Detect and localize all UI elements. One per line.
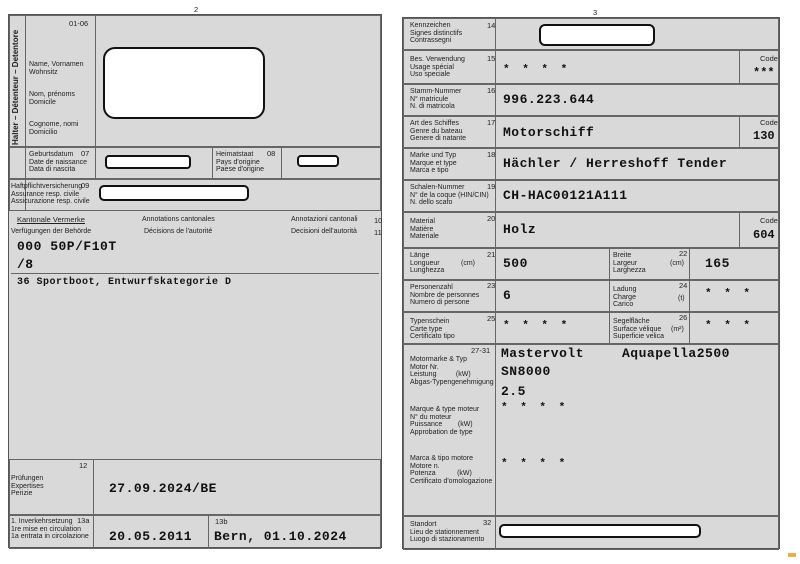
sail-value: * * * — [705, 320, 754, 332]
redacted-plate — [539, 24, 655, 46]
redacted-insurance — [99, 185, 249, 201]
redacted-holder-name — [103, 47, 265, 119]
engine-labels-fr: Marque & type moteur N° du moteur Puissance (kW) Approbation de type — [410, 406, 480, 436]
persons-label: Personenzahl Nombre de personnes Numero di persone — [410, 284, 480, 307]
field-number-01-06: 01-06 — [69, 19, 89, 28]
page-edge-marker — [788, 553, 796, 557]
type-cert-value: * * * * — [503, 320, 571, 332]
page-number-left: 2 — [194, 5, 199, 14]
holder-name-label-fr: Nom, prénoms Domicile — [29, 91, 75, 106]
redacted-origin — [297, 155, 339, 167]
remarks-line-2: /8 — [17, 257, 34, 272]
vessel-type-label: Art des Schiffes Genre du bateau Genere di natante — [410, 120, 467, 143]
hull-label: Schalen-Nummer N° de la coque (HIN/CIN) N. dello scafo — [410, 184, 489, 207]
length-label: Länge Longueur Lunghezza — [410, 252, 445, 275]
sail-label: Segelfläche Surface vélique Superficie velica — [613, 318, 664, 341]
remarks-line-1: 000 50P/F10T — [17, 239, 117, 254]
load-value: * * * — [705, 288, 754, 300]
width-label: Breite Largeur Larghezza — [613, 252, 646, 275]
engine-power-value: 2.5 — [501, 384, 526, 399]
issue-value: Bern, 01.10.2024 — [214, 529, 347, 544]
engine3-value: * * * * — [501, 458, 569, 470]
engine-labels-de: Motormarke & Typ Motor Nr. Leistung (kW) Abgas-Typengenehmigung — [410, 356, 494, 386]
hull-value: CH-HAC00121A111 — [503, 188, 628, 203]
engine-make-value: Mastervolt — [501, 346, 585, 361]
insurance-label: Haftpflichtversicherung Assurance resp. civile Assicurazione resp. civile — [11, 183, 90, 206]
engine2-value: * * * * — [501, 402, 569, 414]
persons-value: 6 — [503, 288, 512, 303]
plate-label: Kennzeichen Signes distinctifs Contrassegni — [410, 22, 463, 45]
material-label: Material Matière Materiale — [410, 218, 439, 241]
redacted-birthdate — [105, 155, 191, 169]
first-registration-label: 1. Inverkehrsetzung 1re mise en circulation 1a entrata in circolazione — [11, 518, 89, 541]
serial-label: Stamm-Nummer N° matricule N. di matricola — [410, 88, 462, 111]
usage-value: * * * * — [503, 64, 571, 76]
engine-number-value: SN8000 — [501, 364, 551, 379]
first-registration-value: 20.05.2011 — [109, 529, 193, 544]
remarks-text: 36 Sportboot, Entwurfskategorie D — [17, 277, 232, 288]
usage-code: *** — [753, 66, 775, 80]
material-value: Holz — [503, 222, 537, 237]
page-number-right: 3 — [593, 8, 598, 17]
left-page: 2 Halter – Détenteur – Detentore 01-06 Name, Vornamen Wohnsitz Nom, prénoms Domicile Cognome, nomi Domicilio Geburtsdatum Date de naissance Data di nascita 07 Heimatstaat Pays d'origine Paese d'origine 08 Haftpflichtversicherung Assurance resp. civile Assicurazione resp. civile 09 Kantonale Vermerke Annotations cantonales Annotazioni cantonali 10 Verfügungen der Behörde Décisions de l'autorité Decisioni dell'autorità 11 000 50P/F10T /8 36 Sportboot, Entwurfskategorie D 12 Prüfungen Expertises Perizie 27.09.2024/BE 1. Inverkehrsetzung 1re mise en circulation 1a entrata in circolazione 13a 20.05.2011 13b Bern, 01.10.2024 — [8, 14, 382, 548]
holder-name-label-it: Cognome, nomi Domicilio — [29, 121, 79, 136]
remarks-header-de: Kantonale Vermerke — [17, 215, 85, 224]
vessel-type-value: Motorschiff — [503, 125, 595, 140]
engine-labels-it: Marca & tipo motore Motore n. Potenza (kW) Certificato d'omologazione — [410, 455, 493, 485]
tests-value: 27.09.2024/BE — [109, 481, 217, 496]
redacted-standort — [499, 524, 701, 538]
holder-name-label: Name, Vornamen Wohnsitz — [29, 61, 84, 76]
material-code: 604 — [753, 228, 775, 242]
load-label: Ladung Charge Carico — [613, 286, 637, 309]
usage-label: Bes. Verwendung Usage spécial Uso speciale — [410, 56, 465, 79]
type-cert-label: Typenschein Carte type Certificato tipo — [410, 318, 455, 341]
origin-label: Heimatstaat Pays d'origine Paese d'origine — [216, 151, 265, 174]
make-label: Marke und Typ Marque et type Marca e tipo — [410, 152, 457, 175]
width-value: 165 — [705, 256, 730, 271]
serial-value: 996.223.644 — [503, 92, 595, 107]
make-value: Hächler / Herreshoff Tender — [503, 156, 728, 171]
birthdate-label: Geburtsdatum Date de naissance Data di nascita — [29, 151, 87, 174]
right-page: 3 Kennzeichen Signes distinctifs Contrassegni 14 Bes. Verwendung Usage spécial Uso speciale 15 * * * * Code *** Stamm-Nummer N° matricule N. di matricola 16 996.223.644 Art des Schiffes Genre du bateau Genere di natante 17 Motorschiff Code 130 Marke und Typ Marque et type Marca e tipo 18 Hächler / Herreshoff Tender Schalen-Nummer N° de la coque (HIN/CIN) N. dello scafo 19 CH-HAC00121A111 Material Matière Materiale 20 Holz Code 604 Länge Longueur Lunghezza (cm) 21 500 Breite Largeur Larghezza (cm) 22 165 Personenzahl Nombre de personnes Numero di persone 23 6 Ladung Charge Carico (t) 24 * * * Typenschein Carte type Certificato tipo 25 * * * * Segelfläche Surface vélique Superficie velica (m²) 26 * * * 27-31 Motormarke & Typ Motor Nr. Leistung (kW) Abgas-Typengenehmigung Marque & type moteur N° du moteur Puissance (kW) Approbation de type Marca & tipo motore Motore n. Potenza (kW) Certificato d'omologazione Mastervolt Aquapella2500 SN8000 2.5 * * * * * * * * Standort Lieu de stationnement Luogo di stazionamento 32 — [402, 17, 780, 549]
tests-label: Prüfungen Expertises Perizie — [11, 475, 44, 498]
length-value: 500 — [503, 256, 528, 271]
engine-type-value: Aquapella2500 — [622, 346, 730, 361]
standort-label: Standort Lieu de stationnement Luogo di stazionamento — [410, 521, 485, 544]
holder-vertical-label: Halter – Détenteur – Detentore — [11, 29, 20, 145]
vessel-type-code: 130 — [753, 129, 775, 143]
